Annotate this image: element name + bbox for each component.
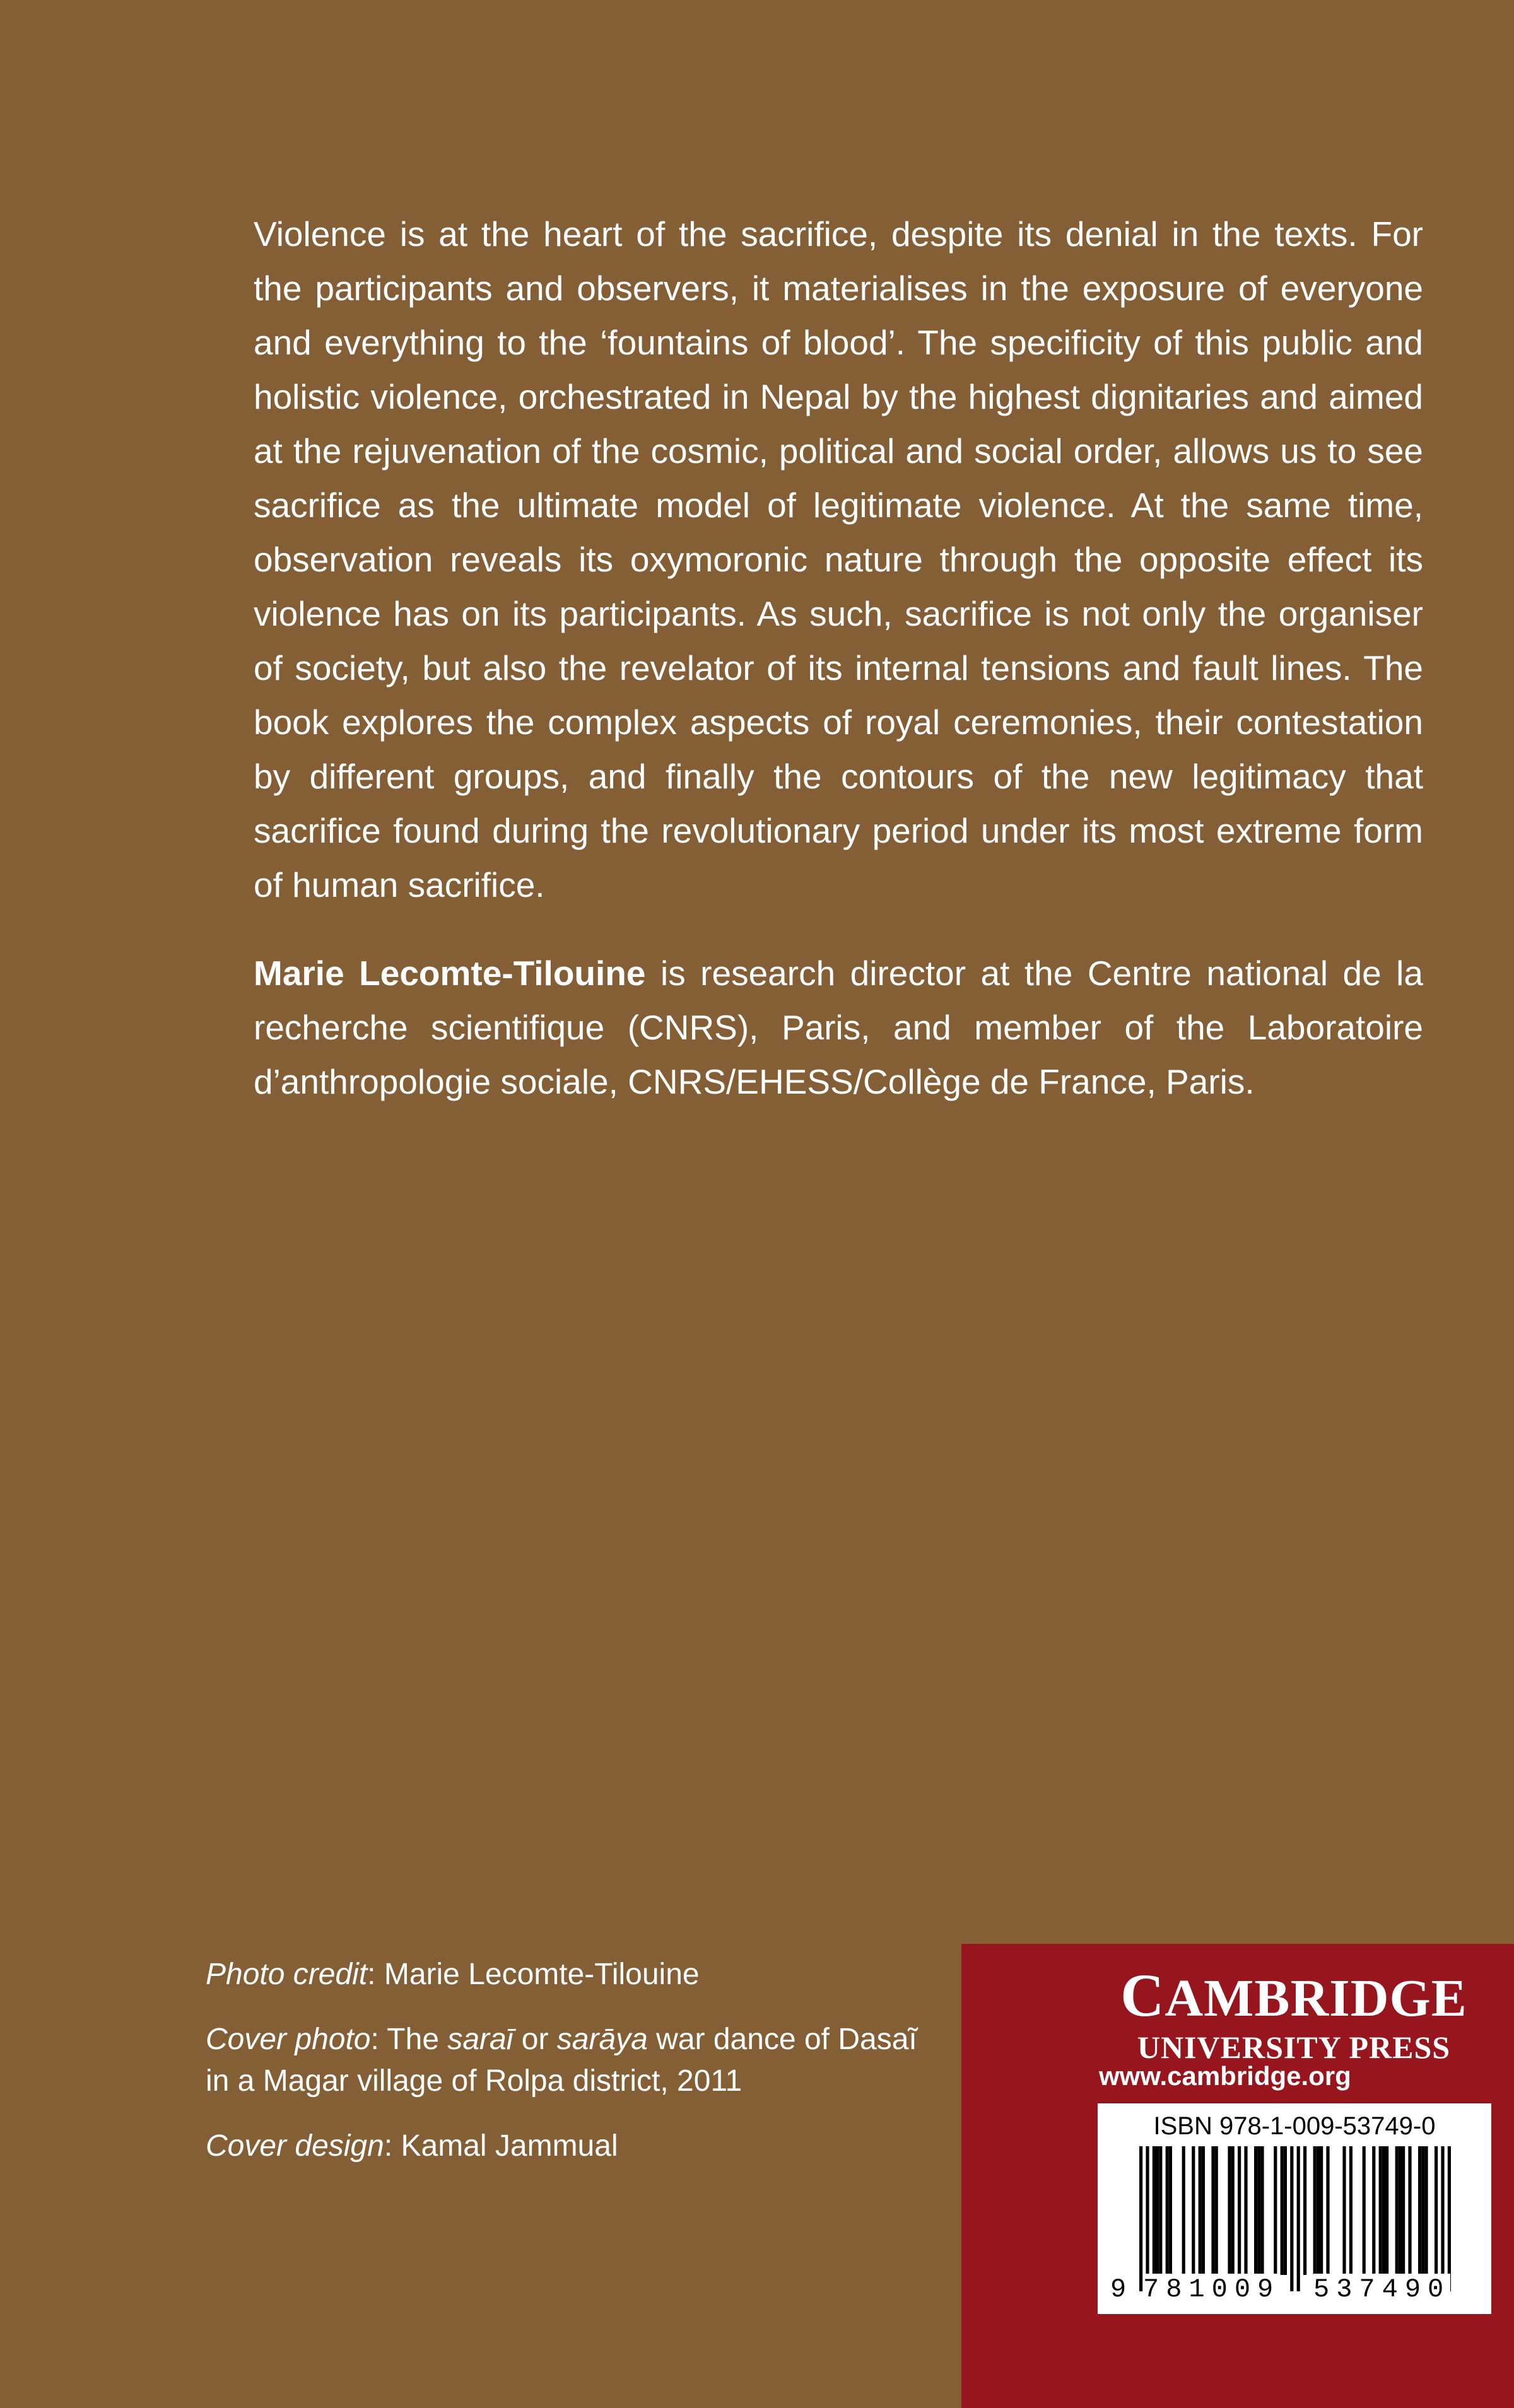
photo-credit-label: Photo credit: [206, 1958, 368, 1991]
barcode-bar: [1326, 2146, 1329, 2275]
barcode-bar: [1418, 2146, 1421, 2275]
barcode-bar: [1303, 2146, 1306, 2275]
cambridge-name-rest: AMBRIDGE: [1165, 1969, 1467, 2028]
cover-photo-text-or: or: [513, 2023, 557, 2056]
barcode-bar: [1421, 2146, 1424, 2275]
barcode-bar: [1238, 2146, 1241, 2275]
cambridge-wordmark: [1098, 1961, 1490, 2029]
cover-design-value: : Kamal Jammual: [384, 2129, 618, 2163]
barcode-bar: [1192, 2146, 1195, 2275]
barcode-bar: [1284, 2146, 1287, 2275]
barcode-bar: [1228, 2146, 1231, 2275]
barcode-bar: [1231, 2146, 1235, 2275]
barcode-bar: [1379, 2146, 1382, 2275]
ean-right-digits: 537490: [1313, 2274, 1451, 2305]
barcode-bar: [1402, 2146, 1405, 2275]
cambridge-initial: C: [1120, 1961, 1165, 2029]
cover-photo-term-sarai: saraī: [447, 2023, 513, 2056]
cover-photo-term-saraya: sarāya: [556, 2023, 648, 2056]
barcode-bar: [1182, 2146, 1185, 2275]
barcode-bar: [1435, 2146, 1438, 2275]
barcode-bar: [1257, 2146, 1260, 2275]
barcode-bar: [1424, 2146, 1428, 2275]
barcode-bar: [1385, 2146, 1388, 2275]
barcode-bar: [1139, 2146, 1142, 2291]
isbn-text: ISBN 978-1-009-53749-0: [1153, 2112, 1436, 2140]
barcode-bar: [1199, 2146, 1202, 2275]
cover-credits: [206, 1954, 931, 2190]
barcode-bar: [1320, 2146, 1323, 2275]
cover-photo-label: Cover photo: [206, 2023, 371, 2056]
barcode-bar: [1399, 2146, 1402, 2275]
barcode-bar: [1363, 2146, 1366, 2275]
barcode-bar: [1153, 2146, 1156, 2275]
barcode-bar: [1372, 2146, 1375, 2275]
barcode-bar: [1382, 2146, 1385, 2275]
barcode-bar: [1349, 2146, 1353, 2275]
barcode-bar: [1290, 2146, 1293, 2291]
photo-credit: [206, 1954, 931, 1996]
ean-first-digit: 9: [1110, 2274, 1127, 2305]
barcode-bar: [1215, 2146, 1218, 2275]
cover-photo-text-pre: : The: [370, 2023, 448, 2056]
cover-photo-text-post: war dance of Dasaĩ in a Magar village of Rolpa district, 2011: [206, 2023, 917, 2098]
barcode-bar: [1342, 2146, 1346, 2275]
barcode-bar: [1260, 2146, 1264, 2275]
barcode-bar: [1448, 2146, 1451, 2291]
barcode-bar: [1313, 2146, 1317, 2275]
barcode-bar: [1166, 2146, 1169, 2275]
barcode-bar: [1254, 2146, 1257, 2275]
barcode-bar: [1274, 2146, 1277, 2275]
publisher-url: www.cambridge.org: [1099, 2061, 1351, 2091]
author-bio-text: is research director at the Centre national de la recherche scientifique (CNRS), Paris, and member of the Laboratoire d’anthropologie sociale, CNRS/EHESS/Collège de France, Paris.: [254, 954, 1423, 1101]
author-name: Marie Lecomte-Tilouine: [254, 954, 646, 993]
barcode-bar: [1156, 2146, 1159, 2275]
university-press-label: UNIVERSITY PRESS: [1137, 2030, 1451, 2065]
barcode-box: [1098, 2103, 1491, 2314]
cambridge-logo: [1098, 1961, 1490, 2066]
ean-left-digits: 781009: [1143, 2274, 1281, 2305]
book-blurb: Violence is at the heart of the sacrifice, despite its denial in the texts. For the participants and observers, it materialises in the exposure of everyone and everything to the ‘fountains of blood’. The specificity of this public and holistic violence, orchestrated in Nepal by the highest dignitaries and aimed at the rejuvenation of the cosmic, political and social order, allows us to see sacrifice as the ultimate model of legitimate violence. At the same time, observation reveals its oxymoronic nature through the opposite effect its violence has on its participants. As such, sacrifice is not only the organiser of society, but also the revelator of its internal tensions and fault lines. The book explores the complex aspects of royal ceremonies, their contestation by different groups, and finally the contours of the new legitimacy that sacrifice found during the revolutionary period under its most extreme form of human sacrifice.: [254, 214, 1423, 904]
barcode-bar: [1244, 2146, 1247, 2275]
barcode-bar: [1211, 2146, 1214, 2275]
cover-photo-credit: [206, 2019, 931, 2102]
barcode-bar: [1395, 2146, 1399, 2275]
author-bio: [254, 946, 1423, 1109]
cover-design-credit: [206, 2125, 931, 2167]
cover-design-label: Cover design: [206, 2129, 384, 2163]
barcode-bar: [1281, 2146, 1284, 2275]
barcode-bar: [1317, 2146, 1320, 2275]
barcode-bar: [1146, 2146, 1149, 2291]
photo-credit-value: : Marie Lecomte-Tilouine: [367, 1958, 700, 1991]
barcode-bar: [1159, 2146, 1162, 2275]
barcode-bar: [1297, 2146, 1300, 2291]
barcode-bar: [1169, 2146, 1172, 2275]
barcode-bar: [1408, 2146, 1411, 2275]
barcode-bar: [1202, 2146, 1205, 2275]
barcode-bar: [1441, 2146, 1444, 2291]
